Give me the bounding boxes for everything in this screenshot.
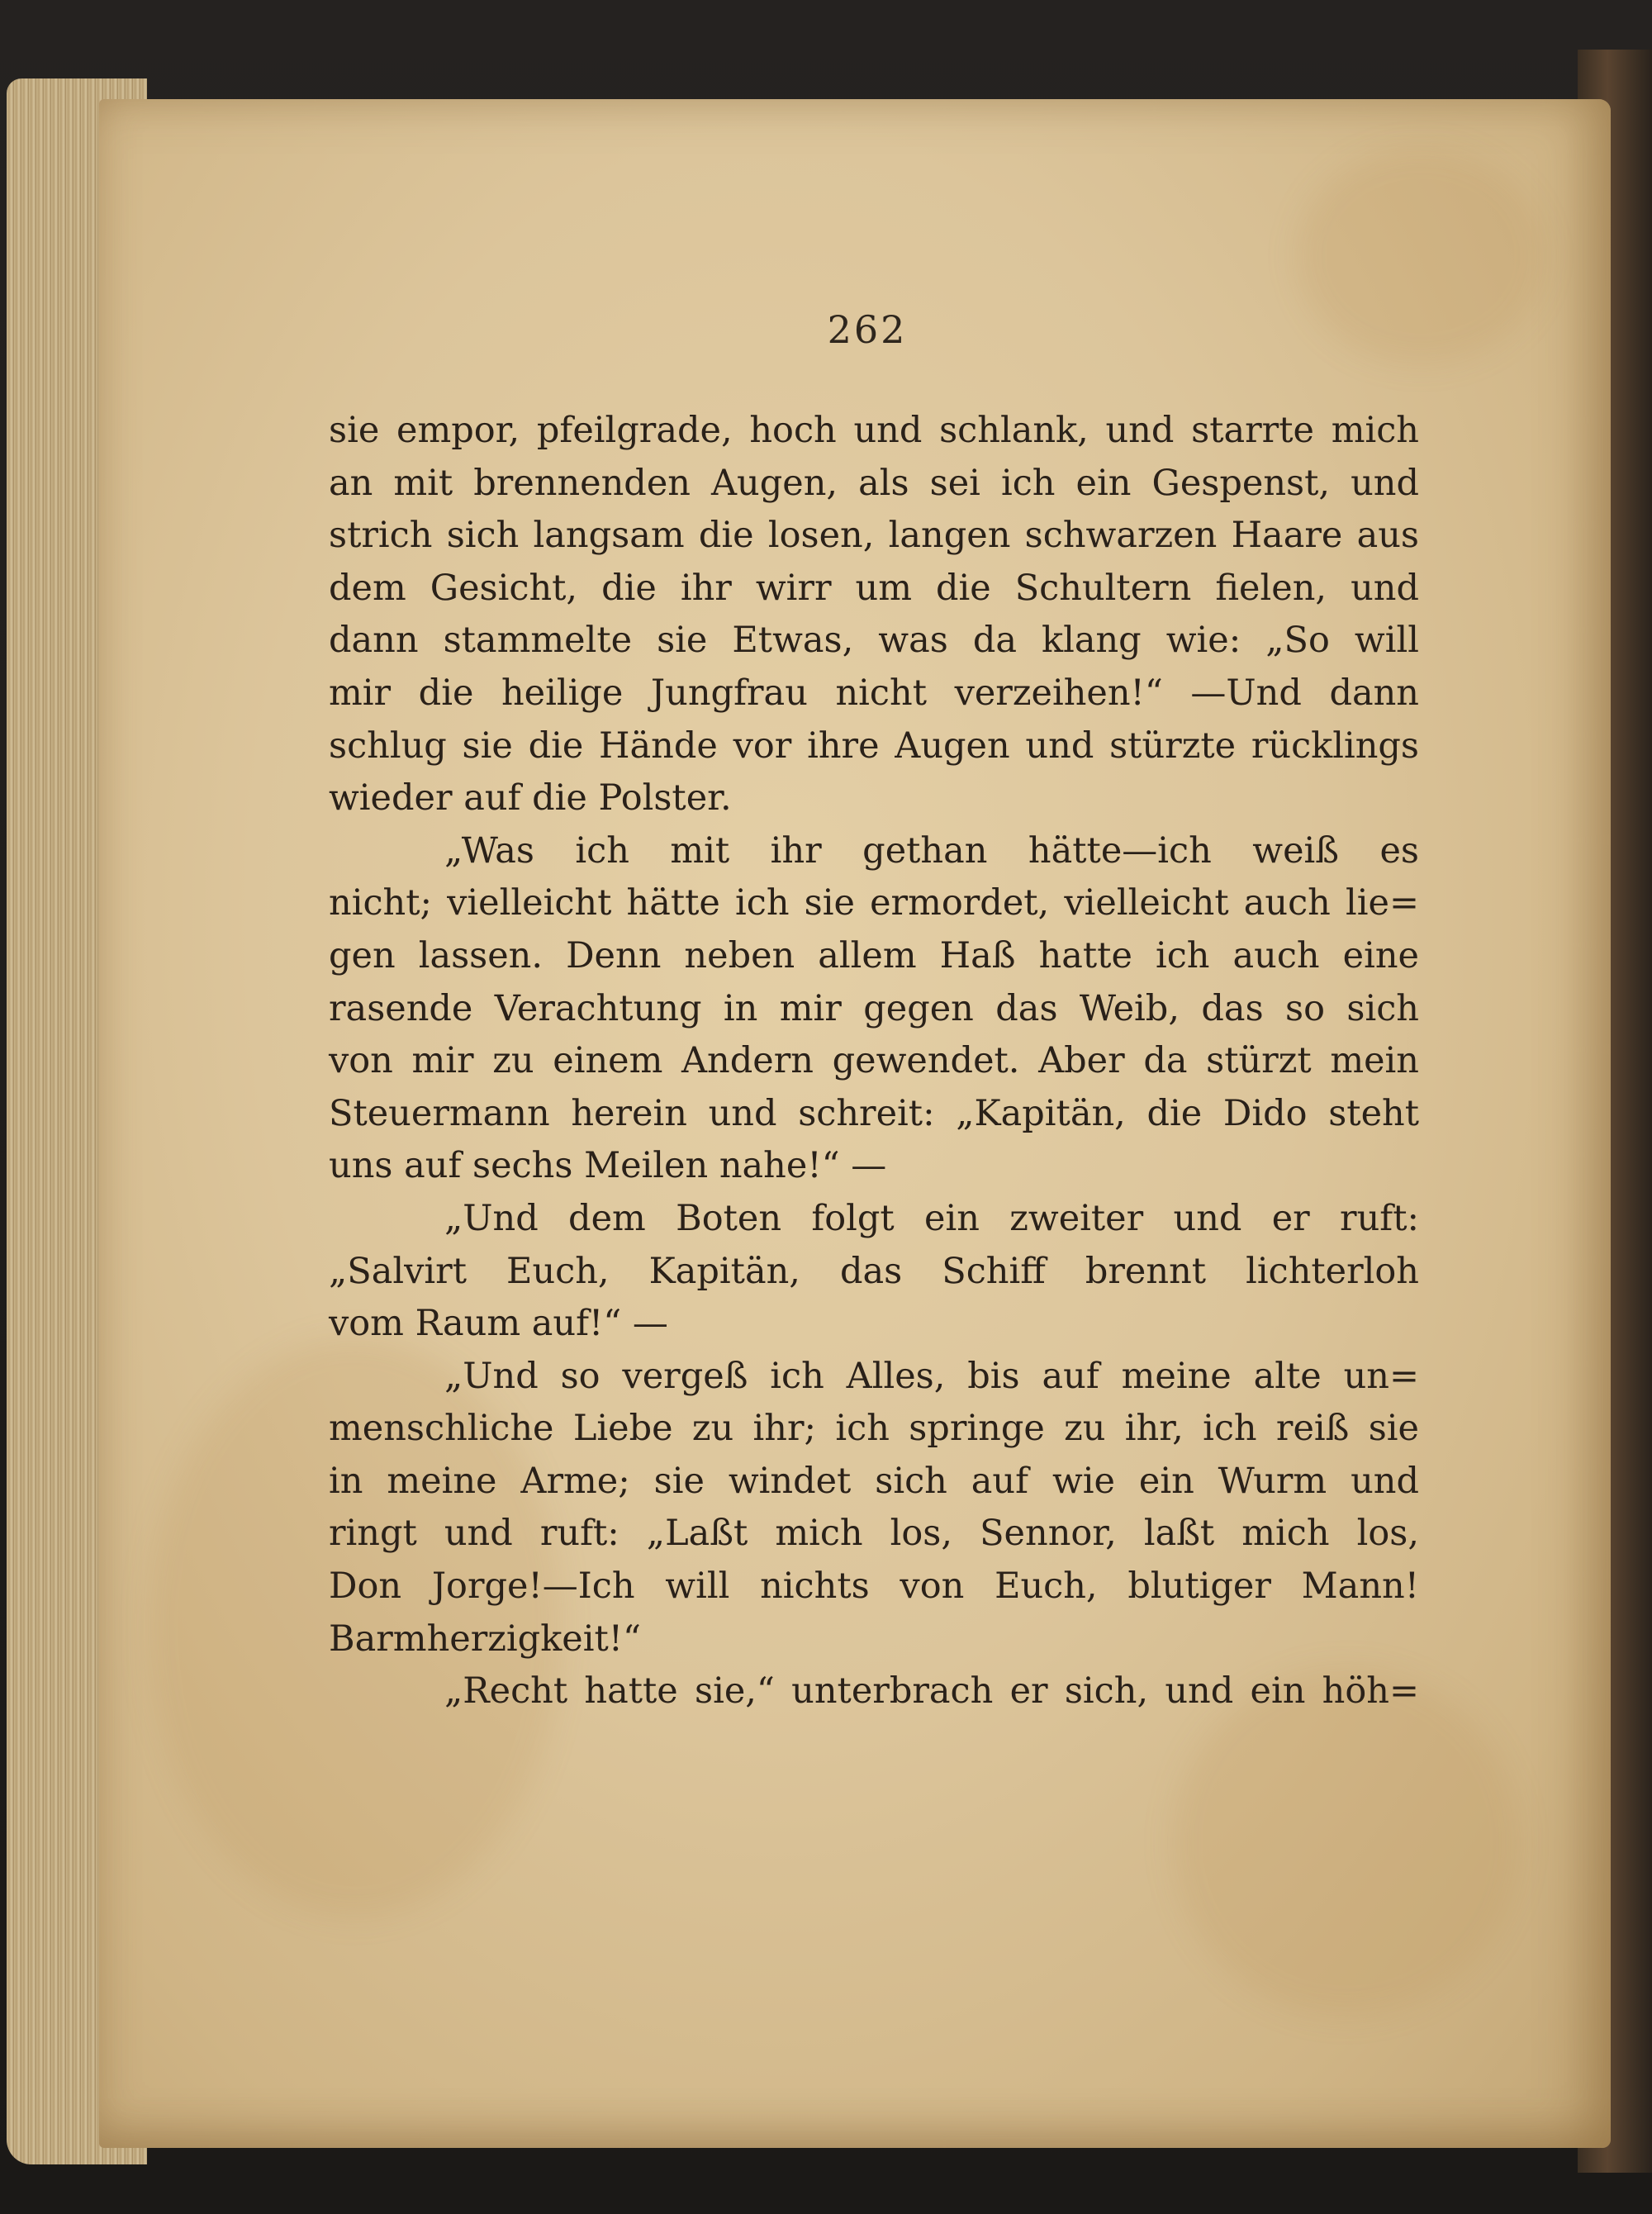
text-line: vom Raum auf!“ — bbox=[329, 1303, 668, 1345]
text-line: Don Jorge!—Ich will nichts von Euch, blutiger Mann! bbox=[329, 1565, 1419, 1608]
text-line: dem Gesicht, die ihr wirr um die Schultern fielen, und bbox=[329, 567, 1419, 609]
text-line: in meine Arme; sie windet sich auf wie ein Wurm und bbox=[329, 1460, 1419, 1502]
text-line: „Und so vergeß ich Alles, bis auf meine alte un= bbox=[444, 1355, 1419, 1397]
page-number: 262 bbox=[827, 307, 908, 352]
paper-stain bbox=[1173, 1669, 1520, 2016]
text-line: wieder auf die Polster. bbox=[329, 777, 732, 820]
text-line: „Recht hatte sie,“ unterbrach er sich, und ein höh= bbox=[444, 1670, 1419, 1713]
text-line: schlug sie die Hände vor ihre Augen und stürzte rücklings bbox=[329, 725, 1419, 767]
text-line: uns auf sechs Meilen nahe!“ — bbox=[329, 1145, 887, 1187]
text-line: dann stammelte sie Etwas, was da klang wie: „So will bbox=[329, 620, 1419, 662]
text-line: „Was ich mit ihr gethan hätte—ich weiß es bbox=[444, 829, 1419, 872]
text-line: „Und dem Boten folgt ein zweiter und er ruft: bbox=[444, 1197, 1419, 1239]
text-line: Barmherzigkeit!“ bbox=[329, 1618, 641, 1660]
text-line: „Salvirt Euch, Kapitän, das Schiff brennt lichterloh bbox=[329, 1250, 1419, 1292]
text-line: sie empor, pfeilgrade, hoch und schlank, und starrte mich bbox=[329, 410, 1419, 451]
text-line: gen lassen. Denn neben allem Haß hatte ich auch eine bbox=[329, 934, 1419, 976]
text-line: menschliche Liebe zu ihr; ich springe zu ihr, ich reiß sie bbox=[329, 1408, 1419, 1450]
text-line: mir die heilige Jungfrau nicht verzeihen!“ —Und dann bbox=[329, 672, 1419, 714]
text-line: an mit brennenden Augen, als sei ich ein Gespenst, und bbox=[329, 462, 1419, 504]
text-line: nicht; vielleicht hätte ich sie ermordet, vielleicht auch lie= bbox=[329, 882, 1419, 924]
text-line: rasende Verachtung in mir gegen das Weib, das so sich bbox=[329, 987, 1419, 1029]
text-line: Steuermann herein und schreit: „Kapitän, die Dido steht bbox=[329, 1092, 1419, 1134]
text-line: von mir zu einem Andern gewendet. Aber da stürzt mein bbox=[329, 1040, 1419, 1082]
body-text bbox=[329, 405, 1419, 1718]
text-line: strich sich langsam die losen, langen schwarzen Haare aus bbox=[329, 515, 1419, 557]
text-line: ringt und ruft: „Laßt mich los, Sennor, laßt mich los, bbox=[329, 1513, 1419, 1555]
